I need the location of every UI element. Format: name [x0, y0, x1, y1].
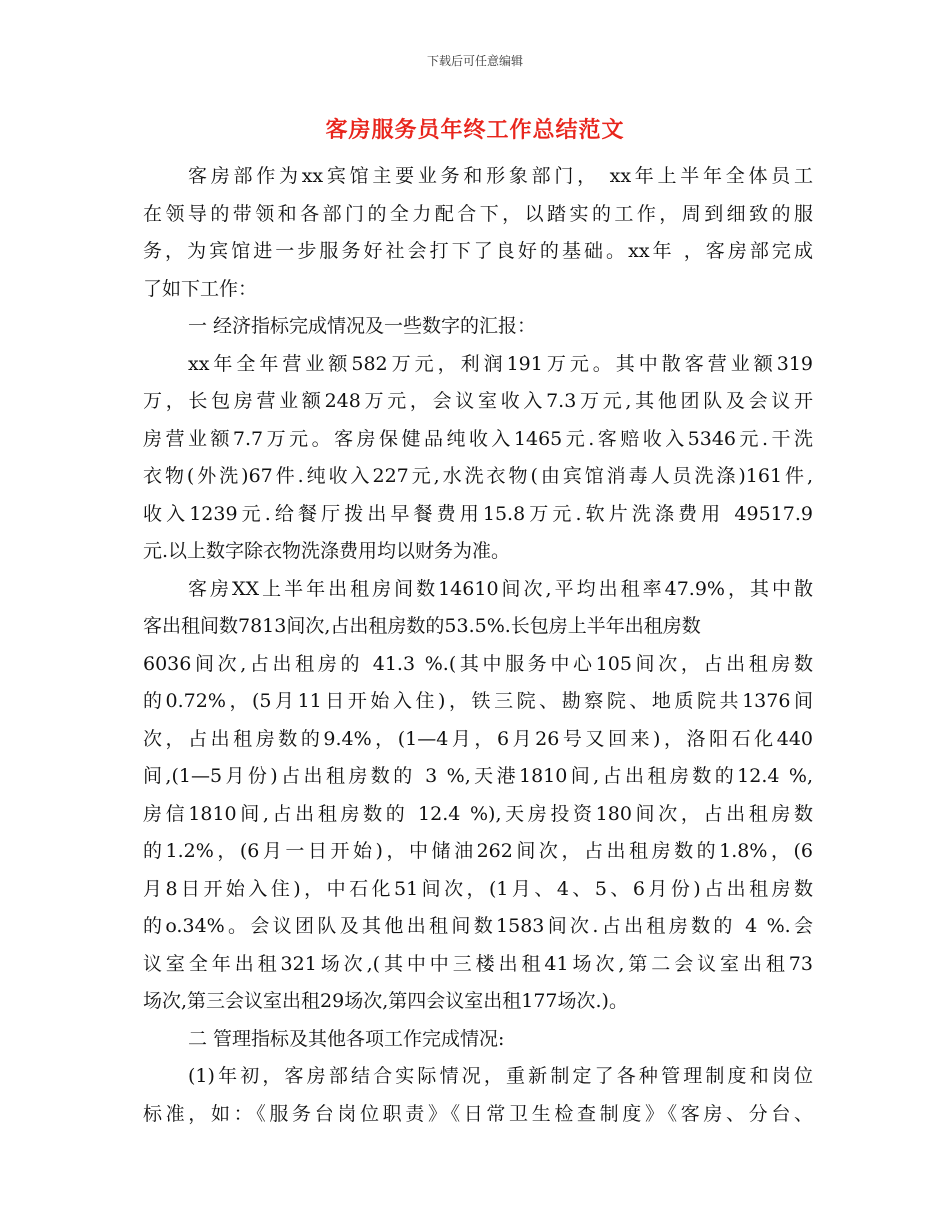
body-line: 衣物(外洗)67件.纯收入227元,水洗衣物(由宾馆消毒人员洗涤)161件,: [143, 465, 813, 487]
body-line: 议室全年出租321场次,(其中中三楼出租41场次,第二会议室出租73: [143, 952, 813, 975]
body-line: 万，长包房营业额248万元，会议室收入7.3万元,其他团队及会议开: [143, 390, 813, 412]
document-body: [143, 158, 813, 1133]
body-line: 的1.2%，(6月一日开始)，中储油262间次，占出租房数的1.8%，(6: [143, 840, 813, 862]
body-line: xx年全年营业额582万元，利润191万元。其中散客营业额319: [188, 352, 813, 375]
body-line: 标准，如：《服务台岗位职责》《日常卫生检查制度》《客房、分台、: [143, 1102, 813, 1125]
body-line: 6036间次,占出租房的 41.3 %.(其中服务中心105间次，占出租房数: [143, 652, 813, 675]
body-line: 一 经济指标完成情况及一些数字的汇报：: [188, 315, 537, 337]
body-line: 在领导的带领和各部门的全力配合下，以踏实的工作，周到细致的服: [143, 202, 813, 225]
page-header: 下载后可任意编辑: [426, 54, 523, 68]
body-line: 房信1810间,占出租房数的 12.4 %),天房投资180间次，占出租房数: [143, 802, 813, 825]
body-line: 了如下工作：: [143, 277, 258, 300]
body-line: 元.以上数字除衣物洗涤费用均以财务为准。: [143, 540, 511, 562]
body-line: 房营业额7.7万元。客房保健品纯收入1465元.客赔收入5346元.干洗: [143, 427, 813, 450]
body-line: 收入1239元.给餐厅拨出早餐费用15.8万元.软片洗涤费用 49517.9: [143, 502, 813, 525]
body-line: 客房XX上半年出租房间数14610间次,平均出租率47.9%，其中散: [188, 577, 813, 600]
body-line: 客出租间数7813间次,占出租房数的53.5%.长包房上半年出租房数: [143, 615, 701, 637]
body-line: 的0.72%，(5月11日开始入住)，铁三院、勘察院、地质院共1376间: [143, 690, 813, 712]
body-line: 次，占出租房数的9.4%，(1—4月，6月26号又回来)，洛阳石化440: [143, 727, 813, 750]
body-line: 场次,第三会议室出租29场次,第四会议室出租177场次.)。: [143, 990, 628, 1012]
document-title: 客房服务员年终工作总结范文: [325, 118, 625, 143]
body-line: 的o.34%。会议团队及其他出租间数1583间次.占出租房数的 4 %.会: [143, 915, 813, 937]
body-line: 间,(1—5月份)占出租房数的 3 %,天港1810间,占出租房数的12.4 %,: [143, 765, 813, 787]
body-line: 月8日开始入住)，中石化51间次，(1月、4、5、6月份)占出租房数: [143, 877, 813, 900]
body-line: 客房部作为xx宾馆主要业务和形象部门， xx年上半年全体员工: [188, 165, 813, 187]
body-line: (1)年初，客房部结合实际情况，重新制定了各种管理制度和岗位: [188, 1065, 813, 1087]
body-line: 二 管理指标及其他各项工作完成情况:: [188, 1027, 505, 1050]
body-line: 务，为宾馆进一步服务好社会打下了良好的基础。xx年 ，客房部完成: [143, 240, 813, 262]
